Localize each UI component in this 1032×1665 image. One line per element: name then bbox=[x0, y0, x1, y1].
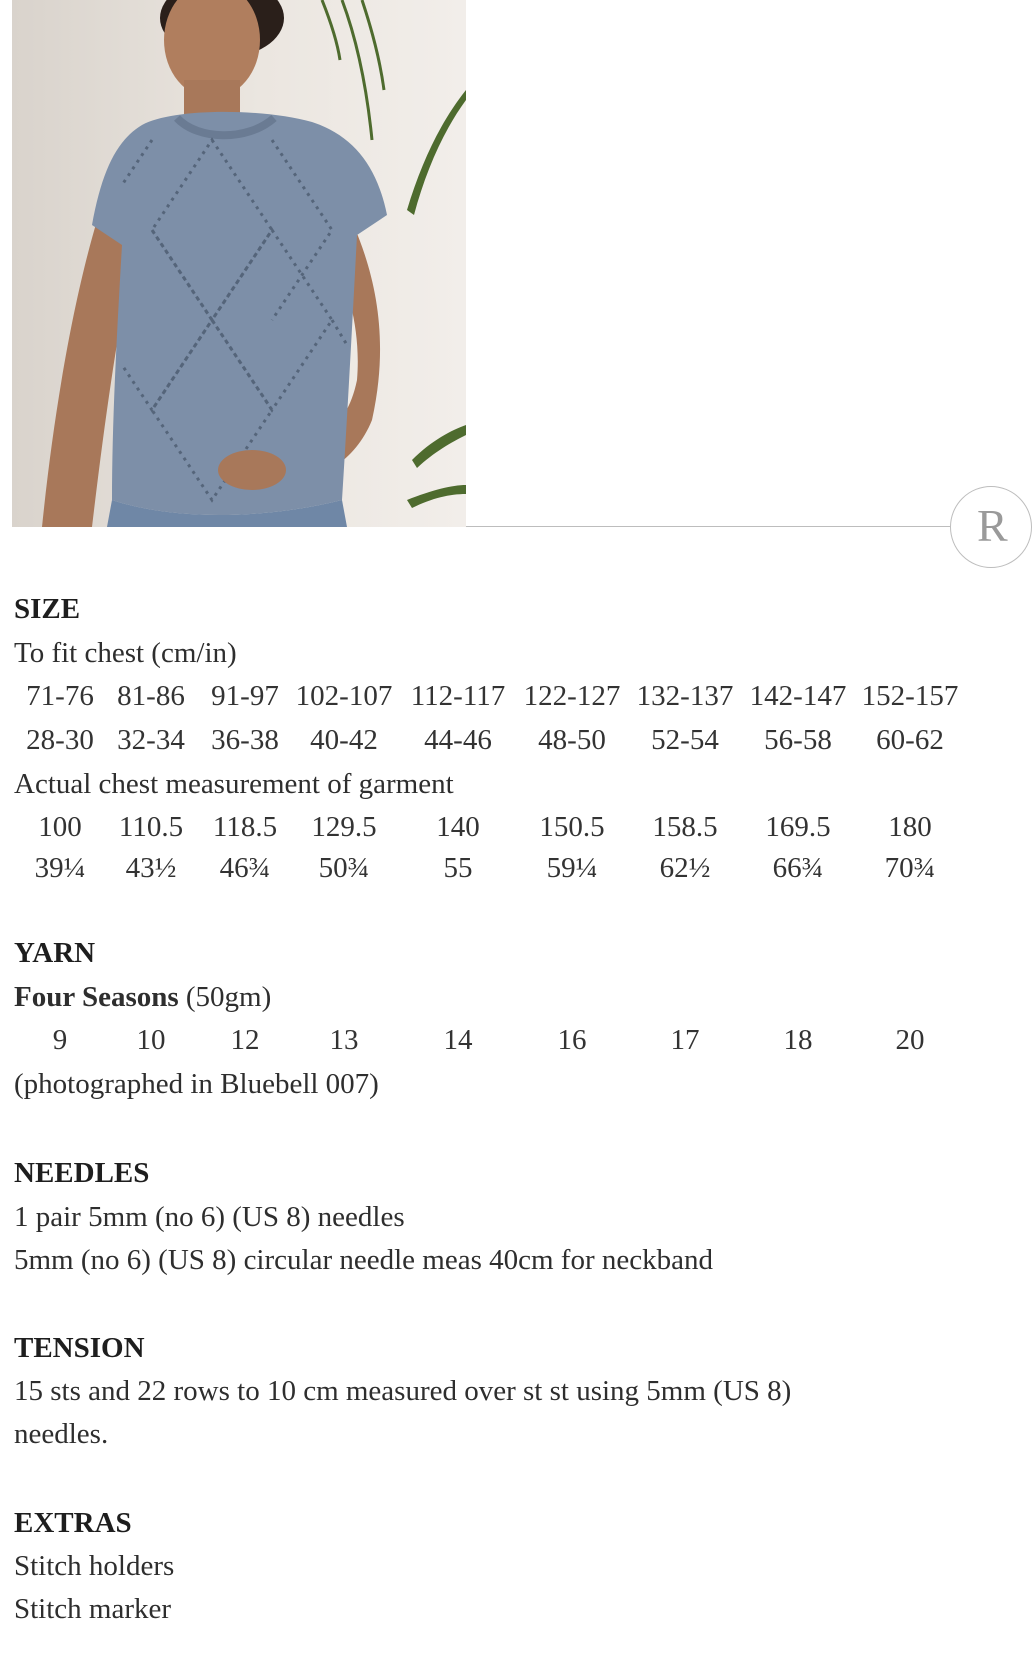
extras-item-stitch-marker: Stitch marker bbox=[14, 1593, 172, 1625]
extras-item-stitch-holders: Stitch holders bbox=[14, 1550, 175, 1582]
yarn-balls-cell: 13 bbox=[329, 1024, 359, 1056]
fit-in-row bbox=[0, 724, 1000, 764]
tension-heading: TENSION bbox=[14, 1332, 145, 1364]
fit-in-cell: 60-62 bbox=[876, 724, 944, 756]
to-fit-chest-label: To fit chest (cm/in) bbox=[14, 637, 237, 669]
needles-line-2: 5mm (no 6) (US 8) circular needle meas 40cm for neckband bbox=[14, 1244, 713, 1276]
fit-cm-cell: 112-117 bbox=[410, 680, 506, 712]
needles-line-1: 1 pair 5mm (no 6) (US 8) needles bbox=[14, 1201, 405, 1233]
actual-in-cell: 70¾ bbox=[884, 852, 936, 884]
yarn-heading: YARN bbox=[14, 937, 96, 969]
brand-badge-letter: R bbox=[977, 500, 1008, 551]
actual-cm-cell: 118.5 bbox=[212, 811, 278, 843]
actual-cm-cell: 129.5 bbox=[311, 811, 377, 843]
actual-cm-cell: 150.5 bbox=[539, 811, 605, 843]
fit-cm-cell: 81-86 bbox=[117, 680, 185, 712]
actual-cm-cell: 140 bbox=[436, 811, 480, 843]
fit-cm-cell: 152-157 bbox=[861, 680, 959, 712]
fit-in-cell: 28-30 bbox=[26, 724, 94, 756]
fit-cm-cell: 102-107 bbox=[295, 680, 393, 712]
yarn-balls-cell: 14 bbox=[443, 1024, 473, 1056]
garment-photo bbox=[12, 0, 466, 527]
needles-heading: NEEDLES bbox=[14, 1157, 150, 1189]
yarn-name: Four Seasons bbox=[14, 981, 179, 1013]
yarn-weight: (50gm) bbox=[185, 981, 272, 1013]
fit-in-cell: 56-58 bbox=[764, 724, 832, 756]
tension-line-1: 15 sts and 22 rows to 10 cm measured over st st using 5mm (US 8) bbox=[14, 1375, 792, 1407]
actual-in-cell: 50¾ bbox=[318, 852, 370, 884]
yarn-name-line bbox=[14, 981, 271, 1014]
fit-cm-row bbox=[0, 680, 1000, 720]
yarn-balls-row bbox=[0, 1024, 1000, 1064]
actual-in-cell: 59¼ bbox=[546, 852, 598, 884]
tension-line-2: needles. bbox=[14, 1418, 109, 1450]
yarn-balls-cell: 20 bbox=[895, 1024, 925, 1056]
yarn-balls-cell: 9 bbox=[52, 1024, 68, 1056]
fit-cm-cell: 122-127 bbox=[523, 680, 621, 712]
brand-badge bbox=[950, 486, 1032, 568]
yarn-balls-cell: 16 bbox=[557, 1024, 587, 1056]
fit-in-cell: 40-42 bbox=[310, 724, 378, 756]
actual-cm-cell: 158.5 bbox=[652, 811, 718, 843]
fit-in-cell: 32-34 bbox=[117, 724, 185, 756]
size-heading: SIZE bbox=[14, 593, 81, 625]
fit-in-cell: 52-54 bbox=[651, 724, 719, 756]
actual-in-cell: 39¼ bbox=[34, 852, 86, 884]
actual-in-cell: 62½ bbox=[659, 852, 711, 884]
fit-cm-cell: 71-76 bbox=[26, 680, 94, 712]
actual-in-cell: 46¾ bbox=[219, 852, 271, 884]
actual-in-cell: 55 bbox=[443, 852, 473, 884]
actual-in-row bbox=[0, 852, 1000, 892]
fit-cm-cell: 91-97 bbox=[211, 680, 279, 712]
actual-cm-row bbox=[0, 811, 1000, 851]
actual-cm-cell: 169.5 bbox=[765, 811, 831, 843]
actual-cm-cell: 110.5 bbox=[118, 811, 184, 843]
actual-in-cell: 43½ bbox=[125, 852, 177, 884]
yarn-balls-cell: 18 bbox=[783, 1024, 813, 1056]
actual-cm-cell: 100 bbox=[38, 811, 82, 843]
divider-line bbox=[466, 526, 950, 527]
yarn-balls-cell: 10 bbox=[136, 1024, 166, 1056]
model-wearing-sweater-illustration bbox=[12, 0, 466, 527]
extras-heading: EXTRAS bbox=[14, 1507, 132, 1539]
fit-cm-cell: 132-137 bbox=[636, 680, 734, 712]
actual-in-cell: 66¾ bbox=[772, 852, 824, 884]
fit-cm-cell: 142-147 bbox=[749, 680, 847, 712]
yarn-balls-cell: 17 bbox=[670, 1024, 700, 1056]
yarn-photographed-note: (photographed in Bluebell 007) bbox=[14, 1068, 379, 1100]
fit-in-cell: 48-50 bbox=[538, 724, 606, 756]
fit-in-cell: 44-46 bbox=[424, 724, 492, 756]
actual-chest-label: Actual chest measurement of garment bbox=[14, 768, 454, 800]
yarn-balls-cell: 12 bbox=[230, 1024, 260, 1056]
fit-in-cell: 36-38 bbox=[211, 724, 279, 756]
actual-cm-cell: 180 bbox=[888, 811, 932, 843]
